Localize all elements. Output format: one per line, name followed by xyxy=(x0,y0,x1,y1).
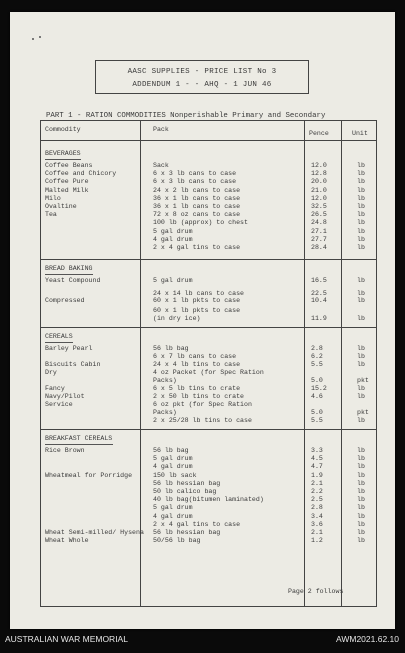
unit-cell: lb xyxy=(357,211,365,219)
unit-cell: lb xyxy=(357,353,365,360)
punch-mark xyxy=(39,36,41,38)
punch-mark xyxy=(32,38,34,40)
unit-cell: lb xyxy=(357,496,365,504)
pack-cell: 56 lb hessian bag xyxy=(153,479,221,487)
pack-cell: 24 x 14 lb cans to case xyxy=(153,290,245,297)
pack-cell: 4 oz Packet (for Spec Ration xyxy=(153,369,264,376)
commodity-cell: Yeast Compound xyxy=(45,277,101,284)
pence-cell: 2.8 xyxy=(311,504,323,512)
unit-cell: lb xyxy=(357,488,365,495)
pack-cell: Sack xyxy=(153,162,169,169)
section-divider xyxy=(41,327,376,328)
unit-cell: lb xyxy=(357,203,365,210)
unit-cell: lb xyxy=(357,504,365,512)
section-title: CEREALS xyxy=(45,333,73,340)
pack-cell: 36 x 1 lb cans to case xyxy=(153,203,241,210)
column-header-pack: Pack xyxy=(153,126,169,133)
pack-cell: 150 lb sack xyxy=(153,471,197,479)
pence-cell: 12.0 xyxy=(311,162,327,169)
commodity-cell: Wheatmeal for Porridge xyxy=(45,471,133,479)
pence-cell: 16.5 xyxy=(311,277,327,284)
pence-cell: 6.2 xyxy=(311,353,323,360)
pence-cell: 4.5 xyxy=(311,455,323,463)
pence-cell: 12.8 xyxy=(311,170,327,178)
commodity-cell: Biscuits Cabin xyxy=(45,361,101,368)
pence-cell: 10.4 xyxy=(311,297,327,304)
pence-cell: 2.8 xyxy=(311,345,323,352)
commodity-cell: Compressed xyxy=(45,297,85,304)
unit-cell: lb xyxy=(357,520,365,528)
unit-cell: lb xyxy=(357,471,365,479)
page-footer: Page 2 follows xyxy=(288,588,344,595)
document-sheet xyxy=(10,12,395,629)
pack-cell: Packs) xyxy=(153,377,177,384)
pack-cell: 4 gal drum xyxy=(153,463,193,471)
unit-cell: lb xyxy=(357,170,365,178)
pack-cell: 6 x 3 lb cans to case xyxy=(153,178,237,186)
pence-cell: 32.5 xyxy=(311,203,327,210)
unit-cell: lb xyxy=(357,277,365,284)
unit-cell: pkt xyxy=(357,377,369,384)
unit-cell: lb xyxy=(357,227,365,235)
pence-cell: 4.6 xyxy=(311,393,323,400)
section-title-underline xyxy=(45,444,113,445)
commodity-cell: Wheat Semi-milled/ Hysena xyxy=(45,529,144,536)
pack-cell: 6 x 7 lb cans to case xyxy=(153,353,237,360)
pence-cell: 2.1 xyxy=(311,479,323,487)
pence-cell: 15.2 xyxy=(311,385,327,392)
commodity-cell: Ovaltine xyxy=(45,203,77,210)
unit-cell: lb xyxy=(357,512,365,520)
pack-cell: 5 gal drum xyxy=(153,455,193,463)
pence-cell: 26.5 xyxy=(311,211,327,219)
unit-cell: lb xyxy=(357,417,365,424)
pack-cell: 72 x 8 oz cans to case xyxy=(153,211,241,219)
pence-cell: 20.0 xyxy=(311,178,327,186)
pence-cell: 3.6 xyxy=(311,520,323,528)
commodity-cell: Coffee Pure xyxy=(45,178,89,186)
pack-cell: 2 x 4 gal tins to case xyxy=(153,244,241,251)
pack-cell: 6 oz pkt (for Spec Ration xyxy=(153,401,252,408)
unit-cell: lb xyxy=(357,447,365,454)
commodity-table xyxy=(40,120,377,607)
unit-cell: lb xyxy=(357,385,365,392)
pack-cell: 36 x 1 lb cans to case xyxy=(153,194,241,202)
pence-cell: 2.5 xyxy=(311,496,323,504)
section-divider xyxy=(41,429,376,430)
unit-cell: pkt xyxy=(357,409,369,416)
pack-cell: Packs) xyxy=(153,409,177,416)
section-title: BEVERAGES xyxy=(45,150,81,157)
unit-cell: lb xyxy=(357,178,365,186)
pack-cell: 24 x 4 lb tins to case xyxy=(153,361,241,368)
pack-cell: 2 x 25/28 lb tins to case xyxy=(153,417,252,424)
section-title: BREAD BAKING xyxy=(45,265,93,272)
unit-cell: lb xyxy=(357,186,365,194)
pack-cell: (in dry ice) xyxy=(153,315,201,322)
caption-accession-number: AWM2021.62.10 xyxy=(336,634,399,644)
pack-cell: 2 x 4 gal tins to case xyxy=(153,520,241,528)
commodity-cell: Tea xyxy=(45,211,57,219)
commodity-cell: Service xyxy=(45,401,73,408)
pence-cell: 27.1 xyxy=(311,227,327,235)
unit-cell: lb xyxy=(357,455,365,463)
pack-cell: 2 x 50 lb tins to crate xyxy=(153,393,245,400)
caption-institution: AUSTRALIAN WAR MEMORIAL xyxy=(5,634,128,644)
pack-cell: 56 lb bag xyxy=(153,345,189,352)
column-header-unit: Unit xyxy=(352,130,368,137)
pence-cell: 3.3 xyxy=(311,447,323,454)
pence-cell: 22.5 xyxy=(311,290,327,297)
section-title-underline xyxy=(45,274,93,275)
commodity-cell: Dry xyxy=(45,369,57,376)
unit-cell: lb xyxy=(357,315,365,322)
pence-cell: 2.1 xyxy=(311,529,323,536)
unit-cell: lb xyxy=(357,219,365,227)
column-header-commodity: Commodity xyxy=(45,126,81,133)
pack-cell: 56 lb bag xyxy=(153,447,189,454)
unit-cell: lb xyxy=(357,194,365,202)
column-header-pence: Pence xyxy=(309,130,329,137)
commodity-cell: Navy/Pilot xyxy=(45,393,85,400)
pack-cell: 40 lb bag(bitumen laminated) xyxy=(153,496,264,504)
pence-cell: 24.8 xyxy=(311,219,327,227)
header-divider xyxy=(41,140,376,141)
pence-cell: 5.0 xyxy=(311,409,323,416)
pack-cell: 56 lb hessian bag xyxy=(153,529,221,536)
unit-cell: lb xyxy=(357,361,365,368)
pack-cell: 4 gal drum xyxy=(153,235,193,243)
pack-cell: 6 x 5 lb tins to crate xyxy=(153,385,241,392)
pence-cell: 21.0 xyxy=(311,186,327,194)
commodity-cell: Milo xyxy=(45,194,61,202)
pack-cell: 60 x 1 lb pkts to case xyxy=(153,297,241,304)
unit-cell: lb xyxy=(357,463,365,471)
unit-cell: lb xyxy=(357,162,365,169)
pack-cell: 24 x 2 lb cans to case xyxy=(153,186,241,194)
unit-cell: lb xyxy=(357,290,365,297)
section-divider xyxy=(41,259,376,260)
unit-cell: lb xyxy=(357,393,365,400)
commodity-cell: Fancy xyxy=(45,385,65,392)
column-divider xyxy=(341,121,342,606)
commodity-cell: Barley Pearl xyxy=(45,345,93,352)
pence-cell: 5.5 xyxy=(311,417,323,424)
pack-cell: 5 gal drum xyxy=(153,277,193,284)
unit-cell: lb xyxy=(357,529,365,536)
unit-cell: lb xyxy=(357,235,365,243)
unit-cell: lb xyxy=(357,345,365,352)
pack-cell: 50 lb calico bag xyxy=(153,488,217,495)
unit-cell: lb xyxy=(357,537,365,545)
pence-cell: 11.9 xyxy=(311,315,327,322)
pence-cell: 12.0 xyxy=(311,194,327,202)
unit-cell: lb xyxy=(357,479,365,487)
pack-cell: 60 x 1 lb pkts to case xyxy=(153,307,241,314)
part-title: PART 1 - RATION COMMODITIES Nonperishable Primary and Secondary xyxy=(46,112,326,120)
pack-cell: 5 gal drum xyxy=(153,504,193,512)
header-title: AASC SUPPLIES - PRICE LIST No 3 xyxy=(127,68,277,76)
pence-cell: 1.2 xyxy=(311,537,323,545)
pack-cell: 6 x 3 lb cans to case xyxy=(153,170,237,178)
column-divider xyxy=(304,121,305,606)
section-title: BREAKFAST CEREALS xyxy=(45,435,113,442)
section-title-underline xyxy=(45,159,81,160)
commodity-cell: Malted Milk xyxy=(45,186,89,194)
pence-cell: 5.5 xyxy=(311,361,323,368)
commodity-cell: Wheat Whole xyxy=(45,537,89,545)
header-addendum: ADDENDUM 1 - - AHQ - 1 JUN 46 xyxy=(132,81,272,89)
pence-cell: 4.7 xyxy=(311,463,323,471)
pence-cell: 27.7 xyxy=(311,235,327,243)
pence-cell: 5.0 xyxy=(311,377,323,384)
section-title-underline xyxy=(45,342,73,343)
commodity-cell: Coffee Beans xyxy=(45,162,93,169)
pence-cell: 1.9 xyxy=(311,471,323,479)
commodity-cell: Coffee and Chicory xyxy=(45,170,117,178)
commodity-cell: Rice Brown xyxy=(45,447,85,454)
pack-cell: 50/56 lb bag xyxy=(153,537,201,545)
pack-cell: 5 gal drum xyxy=(153,227,193,235)
pack-cell: 100 lb (approx) to chest xyxy=(153,219,248,227)
pence-cell: 2.2 xyxy=(311,488,323,495)
pack-cell: 4 gal drum xyxy=(153,512,193,520)
price-list-header xyxy=(95,60,309,94)
pence-cell: 28.4 xyxy=(311,244,327,251)
unit-cell: lb xyxy=(357,244,365,251)
unit-cell: lb xyxy=(357,297,365,304)
pence-cell: 3.4 xyxy=(311,512,323,520)
